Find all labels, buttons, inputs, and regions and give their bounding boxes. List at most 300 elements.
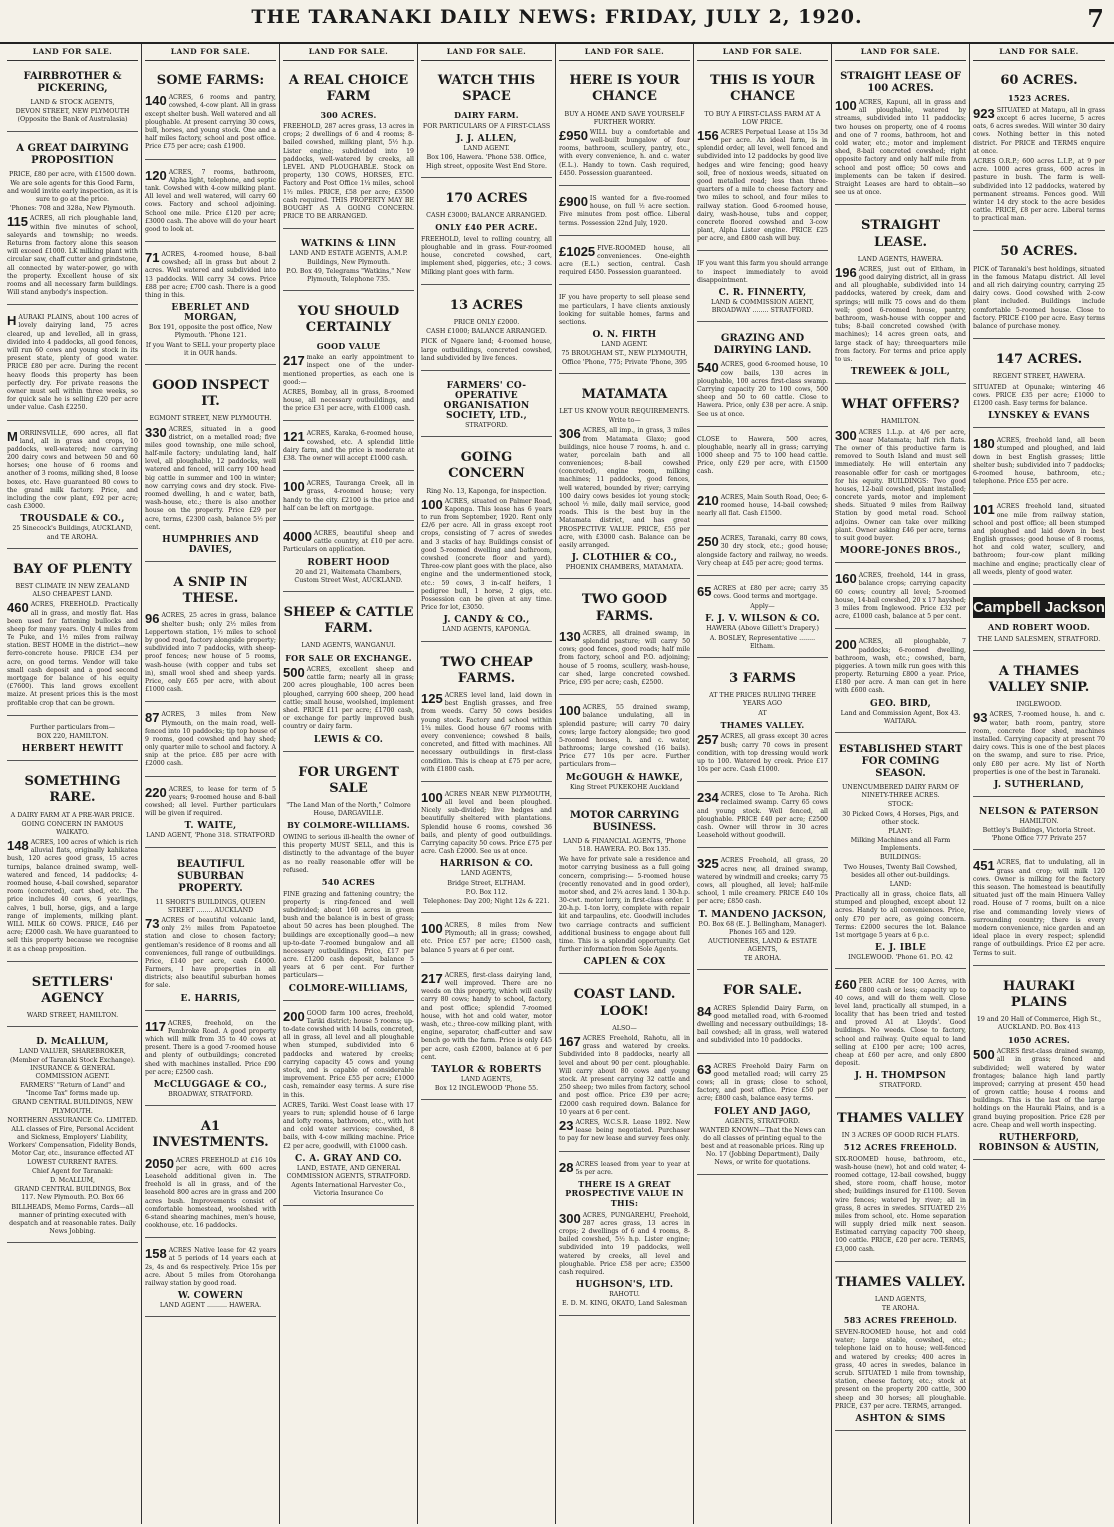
ad-lead-number: 117: [145, 1018, 166, 1034]
ad-body: 140 ACRES, 6 rooms and pantry, cowshed, 4-cow plant. All in grass except shelter bush. Well watered and all ploughable. At present carrying 30 cows, bull, horses, and young stock. One and a half miles factory, school and post office. Price £75 per acre; cash £1900.: [145, 93, 276, 151]
ad-body: 158 ACRES Native lease for 42 years at 5 periods of 14 years each at 2s, 4s and 6s respectively. Price 15s per acre. About 5 miles from Otorohanga railway station by good road.: [145, 1246, 276, 1288]
ad-body: 300 ACRES, PUNGAREHU, Freehold, 287 acres grass, 13 acres in crops; 2 dwellings of 6 and 4 rooms, 8-bailed cowshed, 5½ h.p. Lister engine; subdivided into 19 paddocks, well watered by creeks, all level and ploughable. Price £58 per acre; £3500 cash required.: [559, 1210, 690, 1276]
classified-ad: [697, 326, 828, 426]
ad-body: 100 ACRES, 55 drained swamp, balance undulating, all in splendid pasture; will carry 70 dairy cows; large factory alongside; two good 5-roomed houses, h. and c. water, bathrooms; large cowshed (16 bails). Price £77 10s per acre. Further particulars from—: [559, 703, 690, 769]
ad-line: INGLEWOOD.: [1016, 701, 1062, 709]
ad-lead-number: 100: [835, 98, 857, 113]
ad-heading: A REAL CHOICE FARM: [288, 73, 409, 105]
column: [832, 44, 970, 1524]
classified-ad: [835, 1266, 966, 1431]
ad-heading: Campbell Jackson: [973, 599, 1105, 617]
classified-ad: [145, 164, 276, 243]
ad-line: LAND AND ESTATE AGENTS, A.M.P. Buildings, New Plymouth.: [289, 250, 408, 266]
ad-lead-number: 257: [697, 732, 719, 748]
ad-subheading: 583 ACRES FREEHOLD.: [843, 1315, 958, 1326]
ad-lead-number: 250: [697, 534, 719, 550]
classified-ad: [283, 233, 414, 291]
ad-heading: A GREAT DAIRYING PROPOSITION: [16, 142, 129, 166]
ad-body: 100 ACRES NEAR NEW PLYMOUTH, all level and been ploughed. Nicely sub-divided; live hedges and beautifully sheltered with plantations. Splendid house 6 rooms, cowshed 36 bails, and plenty of good outbuildings. Carrying capacity 50 cows. Price £75 per acre. Cash £2000. See us at once.: [421, 789, 552, 856]
ad-body: 156 ACRES Perpetual Lease at 15s 3d per acre. An ideal farm, is in splendid order, all level, well fenced and subdivided into 12 paddocks by good live hedges and wire fencing; good heavy soil, free of noxious weeds, situated on good metalled road; less than three-quarters of a mile to cheese factory and two miles to school, and four miles to railway station. Good 6-roomed house, dairy, wash-house, tubs and copper, concrete floored cowshed and 3-cow plant, Alpha Lister engine. PRICE £25 per acre, and £800 cash will buy.: [697, 127, 828, 243]
classified-ad: [559, 190, 690, 236]
ad-lead-number: 167: [559, 1034, 581, 1050]
classified-ad: [559, 378, 690, 580]
ad-lead-number: 93: [973, 710, 988, 726]
ad-body: 101 ACRES freehold land, situated one mile from railway station, school and post office; all been stumped and ploughed and laid down in best English grasses; good house of 8 rooms, hot and cold water, scullery, and bathroom; four-cow plant milking machine and engine; practically clear of all weeds, plenty of good water.: [973, 502, 1105, 576]
ad-lead-number: 217: [283, 353, 305, 369]
ad-heading: A1 INVESTMENTS.: [152, 1119, 269, 1151]
ad-body: 250 ACRES, Taranaki, carry 80 cows, 30 dry stock, etc.; good house; alongside factory and railway, no weeds. Very cheap at £45 per acre; good terms.: [697, 534, 828, 567]
ad-line: LAND & STOCK AGENTS,: [30, 99, 115, 106]
ad-heading: SETTLERS' AGENCY: [31, 974, 114, 1006]
ad-body: 125 ACRES level land, laid down in best English grasses, and free from weeds. Carry 50 cows besides young stock. Factory and school within 1¼ miles. Good house 6/7 rooms with every convenience; cowshed 8 bails, concreted, and fitted with machines. All necessary outbuildings in first-class condition. This is cheap at £75 per acre, with £1800 cash.: [421, 691, 552, 773]
ad-line: ALL classes of Fire, Personal Accident and Sickness, Employers' Liability, Workers' Compensation, Fidelity Bonds, Motor Car, etc., insurance effected AT LOWEST CURRENT RATES.: [8, 1125, 137, 1166]
ad-body: IF you have property to sell please send me particulars, I have clients anxiously looking for suitable homes, farms and sections.: [559, 294, 690, 327]
ad-line: RAHOTU.: [609, 1291, 640, 1299]
ad-body: 200 ACRES, all ploughable, 7 paddocks; 6-roomed dwelling, bathroom, wash, etc.; cowshed, barn, piggeries. A town milk run goes with this property. Returning £800 a year. Price, £180 per acre. A man can get in here with £600 cash.: [835, 637, 966, 695]
classified-ad: [973, 589, 1105, 651]
ad-heading: THIS IS YOUR CHANCE: [710, 73, 815, 105]
ad-line: STOCK:: [887, 801, 914, 809]
classified-ad: [283, 596, 414, 752]
column-header: LAND FOR SALE.: [835, 44, 966, 61]
classified-ad: [421, 917, 552, 963]
ad-line: LAND & COMMISSION AGENT, BROADWAY ........ STRATFORD.: [711, 299, 814, 315]
classified-ad: [697, 255, 828, 322]
ad-body: 73 ACRES of beautiful volcanic land, only 2½ miles from Papatoetoe station and close to chosen factory; gentleman's residence of 8 rooms and all conveniences, full range of outbuildings. Price, £140 per acre, cash £4000. Farmers, I have properties in all districts; also beautiful suburban homes for sale.: [145, 915, 276, 990]
classified-ad: [697, 580, 828, 658]
classified-ad: [973, 64, 1105, 231]
page-number: 7: [1087, 4, 1104, 33]
ad-line: PRICE ONLY £2000.: [453, 318, 520, 326]
ad-line: We are sole agents for this Good Farm, and would invite early inspection, as it is sure to go at the price.: [7, 179, 138, 204]
column: [694, 44, 832, 1524]
ad-body: FREEHOLD, level to rolling country, all ploughable and in grass. Four-roomed house, concreted cowshed, cart, implement shed, piggeries, etc.; 3 cows. Milking plant goes with farm.: [421, 235, 552, 276]
classified-ad: [835, 567, 966, 629]
newspaper-title: THE TARANAKI DAILY NEWS: FRIDAY, JULY 2, 1920.: [251, 6, 863, 28]
ad-body: 117 ACRES, freehold, on the Pembroke Road. A good property which will milk from 35 to 40 cows at present. There is a good 7-roomed house and plenty of outbuildings; concreted shed with machines installed. Price £90 per acre; £2500 cash.: [145, 1018, 276, 1076]
ad-line: LAND AGENT.: [601, 341, 648, 349]
ad-body: £1025 FIVE-ROOMED house, all conveniences. One-eighth acre (E.L.) section, central. Cash required £450. Possession guaranteed.: [559, 243, 690, 277]
classified-ad: [145, 1015, 276, 1106]
ad-line: AGENTS, STRATFORD.: [725, 1117, 800, 1125]
classified-ad: [835, 1102, 966, 1262]
ad-line: LAND AGENTS,: [460, 870, 513, 878]
classified-ad: [421, 967, 552, 1100]
classified-ad: [421, 182, 552, 285]
ad-subheading: 512 ACRES FREEHOLD.: [843, 1142, 958, 1153]
ad-body: HAURAKI PLAINS, about 100 acres of lovely dairying land, 75 acres cleared, up and levelled, all in grass, divided into 4 paddocks, all good fences, will run 60 cows and young stock in its present state, plenty of good water. PRICE £80 per acre. During the recent heavy floods this property has been perfectly dry. For private reasons the owner must sell within three weeks, so for quick sale he is selling £20 per acre under value. Cash £2250.: [7, 313, 138, 412]
masthead: [0, 0, 1114, 44]
ad-heading: 3 FARMS: [729, 671, 796, 686]
ad-line: BUILDINGS:: [879, 854, 922, 862]
ad-body: 4000 ACRES, beautiful sheep and cattle country, at £10 per acre. Particulars on application.: [283, 528, 414, 554]
ad-body: 200 GOOD farm 100 acres, freehold, Tariki district; house 5 rooms; up-to-date cowshed with 14 bails, concreted, all in grass, all level and all ploughable when stumped, subdivided into 6 paddocks and watered by creeks; carrying capacity 45 cows and young stock, and is capable of considerable improvement. Price £55 per acre; £1000 cash, remainder easy terms. A sure rise in this.: [283, 1008, 414, 1099]
classified-ad: [973, 655, 1105, 797]
ad-heading: 13 ACRES: [449, 297, 524, 313]
agent-name: T. WAITE,: [184, 821, 237, 832]
classified-ad: [421, 289, 552, 371]
ad-lead-number: 2050: [145, 1155, 174, 1171]
column-header: LAND FOR SALE.: [697, 44, 828, 61]
ad-body: 220 ACRES, to lease for term of 5 years; 9-roomed house and 8-bail cowshed; all level. Further particulars will be given if required.: [145, 784, 276, 818]
ad-heading: 60 ACRES.: [1000, 73, 1078, 88]
ad-body: 180 ACRES, freehold land, all been stumped and ploughed, and laid down in best English grasses; little shelter bush; subdivided into 7 paddocks; 6-roomed house, bathroom, etc.; telephone. Price £55 per acre.: [973, 436, 1105, 486]
classified-ad: [7, 309, 138, 420]
ad-heading: 170 ACRES: [445, 190, 528, 206]
classified-ad: [7, 136, 138, 306]
ad-line: THE LAND SALESMEN, STRATFORD.: [977, 635, 1101, 643]
ad-line: TE AROHA.: [743, 955, 782, 963]
ad-body: 28 ACRES leased from year to year at 5s per acre.: [559, 1159, 690, 1176]
agent-name: C. R. FINNERTY,: [718, 288, 807, 299]
ad-body: 210 ACRES, Main South Road, Oeo; 6-roomed house, 14-bail cowshed; nearly all flat. Cash £1500.: [697, 492, 828, 517]
ad-body: 217 ACRES, first-class dairying land, well improved. There are no weeds on this property, which will easily carry 80 cows; handy to school, factory, and post office; splendid 7-roomed house, with hot and cold water, motor wash, etc.; three-cow milking plant, with engine, separator, chaff-cutter and saw bench go with the farm. Price is only £45 per acre, cash £2000, balance at 6 per cent.: [421, 970, 552, 1061]
ad-lead-number: 63: [697, 1061, 712, 1077]
ad-lead-number: 160: [835, 571, 857, 587]
column: [556, 44, 694, 1524]
ad-lead-number: 180: [973, 436, 995, 452]
agent-name: D. McALLUM,: [36, 1037, 109, 1048]
ad-line: A DAIRY FARM AT A PRE-WAR PRICE.: [10, 811, 135, 819]
ad-line: PHOENIX CHAMBERS, MATAMATA.: [565, 564, 684, 572]
ad-line: Box 12 INGLEWOOD 'Phone 55.: [434, 1085, 539, 1093]
agent-name: J. H. THOMPSON: [854, 1071, 947, 1082]
ad-body: 257 ACRES, all grass except 30 acres bush; carry 70 cows in present condition, with top dressing would work up to 100. Watered by creek. Price £17 10s per acre. Cash £1000.: [697, 732, 828, 774]
classified-ad: [145, 852, 276, 1011]
ad-line: TO BUY A FIRST-CLASS FARM AT A LOW PRICE.: [704, 110, 821, 126]
agent-name: O. N. FIRTH: [592, 330, 657, 341]
ad-lead-number: £900: [559, 193, 588, 209]
ad-line: Milking Machines and all Farm Implements.: [850, 837, 951, 853]
ad-body: FINE grazing and fattening country; the property is ring-fenced and well subdivided; about 160 acres in green bush and the balance is in best of grass; about 50 acres has been ploughed. The buildings are exceptionally good—a new up-to-date 7-roomed bungalow and all necessary outbuildings. Price, £17 per acre. £1200 cash deposit, balance 5 years at 6 per cent. For further particulars—: [283, 890, 414, 980]
agent-name: TROUSDALE & CO.,: [20, 514, 125, 525]
ad-subheading: DAIRY FARM.: [454, 109, 519, 120]
ad-body: 306 ACRES, all imp., in grass, 3 miles from Matamata Glaxo; good buildings, nice house 7 rooms, h. and c. water, porcelain bath and all conveniences; 8-bail cowshed (concreted), engine room, milking machines; 11 paddocks, good fences, well watered, bounded by river; carrying 100 dairy cows besides lot young stock; school ½ mile, daily mail service, good roads. This is the best buy in the Matamata district, and has great PROSPECTIVE VALUE. PRICE, £55 per acre, with £3000 cash. Balance can be easily arranged.: [559, 426, 690, 549]
agent-name: EBERLET AND MORGAN,: [171, 303, 250, 324]
ad-line: P.O. Box 68 (E. J. Bellingham, Manager). Phones 165 and 129.: [698, 920, 827, 936]
ad-heading: GOING CONCERN: [448, 450, 525, 482]
ad-lead-number: 96: [145, 611, 160, 627]
classified-ad: [973, 970, 1105, 1160]
classified-ad: [973, 343, 1105, 428]
ad-line: DEVON STREET, NEW PLYMOUTH (Opposite the Bank of Australasia): [15, 108, 130, 124]
ad-line: WARD STREET, HAMILTON.: [26, 1012, 119, 1020]
ad-line: BROADWAY, STRATFORD.: [168, 1090, 253, 1098]
classified-ad: [7, 966, 138, 1028]
ad-subheading: THAMES VALLEY.: [720, 719, 805, 730]
ad-heading: WATCH THIS SPACE: [437, 73, 536, 105]
ad-body: SITUATED at Opunake; wintering 46 cows. PRICE £35 per acre; £1000 to £1200 cash. Easy terms for balance.: [973, 383, 1105, 408]
ad-line: LAND AGENT .......... HAWERA.: [159, 1302, 262, 1310]
classified-ad: [7, 425, 138, 549]
classified-ad: [559, 289, 690, 373]
agent-name: NELSON & PATERSON: [979, 806, 1099, 817]
ad-body: 217 make an early appointment to inspect one of the under-mentioned properties, as each one is good:—: [283, 353, 414, 386]
ad-lead-number: 87: [145, 710, 160, 726]
ad-line: 11 SHORT'S BUILDINGS, QUEEN STREET ........ AUCKLAND: [155, 898, 266, 914]
agent-name: W. COWERN: [177, 1291, 244, 1302]
ad-line: WANTED KNOWN—That the News can do all classes of printing equal to the best and at reasonable prices. Ring up No. 17 (Jobbing Department), Daily News, or write for quotations.: [699, 1126, 826, 1167]
ad-line: LAND AGENTS, WANGANUI.: [301, 642, 396, 650]
classified-ad: [559, 803, 690, 975]
ad-lead-number: £950: [559, 127, 588, 143]
ad-line: Box 106, Hawera. 'Phone 538. Office, High street, opposite West End Store.: [425, 154, 547, 170]
column-header: LAND FOR SALE.: [283, 44, 414, 61]
ad-lead-number: 23: [559, 1117, 574, 1133]
agent-name: J. CANDY & CO.,: [443, 615, 530, 626]
ad-body: 234 ACRES, close to Te Aroha. Rich reclaimed swamp. Carry 65 cows and young stock. Well fenced, all ploughable. PRICE £40 per acre; £2500 cash. Owner will throw in 30 acres Leasehold without goodwill.: [697, 790, 828, 840]
classified-ad: [697, 1058, 828, 1175]
ad-line: TE AROHA.: [881, 1305, 920, 1313]
ad-line: LAND AGENTS, KAPONGA.: [442, 626, 531, 634]
ad-line: 'Phones: 708 and 328a, New Plymouth.: [9, 205, 136, 213]
ad-lead-number: 210: [697, 492, 719, 508]
ad-body: 196 ACRES, just out of Eltham, in good dairying district, all in grass and all ploughable, subdivided into 14 paddocks, watered by creek, dam and springs; will milk 75 cows and do them well; good 6-roomed house, pantry, bathroom, wash-house with copper and tubs; 8-bail concreted cowshed (with machines); 14 acres green oats, and large stack of hay; threequarters mile from factory. For terms and price apply to us.: [835, 264, 966, 363]
ad-heading: THAMES VALLEY: [837, 1110, 964, 1126]
ad-line: IN 3 ACRES OF GOOD RICH FLATS.: [841, 1131, 960, 1139]
classified-ad: [697, 530, 828, 576]
ad-body: CLOSE to Hawera, 500 acres, ploughable, nearly all in grass; carrying 1000 sheep and 75 to 100 head cattle. Price, only £29 per acre, with £1500 cash.: [697, 435, 828, 476]
classified-ad: [145, 246, 276, 365]
ad-line: UNENCUMBERED DAIRY FARM OF NINETY-THREE ACRES.: [842, 784, 959, 800]
ad-line: D. McALLUM,: [49, 1176, 96, 1184]
ad-body: FREEHOLD, 287 acres grass, 13 acres in crops; 2 dwellings of 6 and 4 rooms; 8-bailed cowshed, milking plant, 5½ h.p. Lister engine; subdivided into 19 paddocks, well-watered by creeks, all LEVEL AND PLOUGHABLE. Stock on property, 130 COWS, HORSES, ETC. Factory and Post Office 1¼ miles, school 1½ miles. PRICE, £58 per acre; £3500 cash required. THIS PROPERTY MAY BE BOUGHT AS A GOING CONCERN. PRICE TO BE ARRANGED.: [283, 123, 414, 221]
ad-body: £900 IS wanted for a five-roomed house, on full ½ acre section. Five minutes from post office. Liberal terms. Possession 22nd July, 1920.: [559, 193, 690, 227]
column: [418, 44, 556, 1524]
column-header: LAND FOR SALE.: [7, 44, 138, 61]
ad-lead-number: 325: [697, 856, 719, 872]
ad-lead-number: 234: [697, 790, 719, 806]
ad-body: 160 ACRES, freehold, 144 in grass, balance crops; carrying capacity 60 cows; country all level; 5-roomed house, 14-bail cowshed, 20 x 17 hayshed; 3 miles from Inglewood. Price £32 per acre, £1000 cash, balance at 5 per cent.: [835, 571, 966, 621]
ad-heading: YOU SHOULD CERTAINLY: [297, 304, 400, 336]
ad-heading: THAMES VALLEY.: [835, 1274, 966, 1290]
ad-line: FARMERS' "Return of Land" and "Income Tax" forms made up.: [20, 1082, 125, 1098]
ad-lead-number: 330: [145, 424, 167, 440]
ad-line: LAND AGENTS,: [460, 1075, 513, 1083]
ad-subheading: 1050 ACRES.: [1008, 1034, 1070, 1045]
ad-line: Bridge Street, ELTHAM.: [447, 879, 526, 887]
ad-line: LAND VALUER, SHAREBROKER, (Member of Taranaki Stock Exchange). INSURANCE & GENERAL COMMISSION AGENT.: [9, 1048, 136, 1080]
ad-line: LAND AGENTS,: [874, 1296, 927, 1304]
ad-lead-number: 220: [145, 784, 167, 800]
ad-body: Practically all in grass, choice flats, all stumped and ploughed, except about 12 acres. Handy to all conveniences. Price, only £70 per acre, as going concern. Terms: £2000 secures the lot. Balance 1st mortgage 5 years at 6 p.c.: [835, 891, 966, 939]
ad-heading: A THAMES VALLEY SNIP.: [988, 663, 1090, 696]
classified-ad: [283, 475, 414, 521]
column-header: LAND FOR SALE.: [559, 44, 690, 61]
ad-lead-number: 121: [283, 429, 305, 445]
classified-ad: [835, 973, 966, 1097]
agent-name: LYNSKEY & EVANS: [988, 411, 1090, 422]
agent-name: J. SUTHERLAND,: [993, 779, 1085, 790]
ad-subheading: AND ROBERT WOOD.: [987, 622, 1091, 633]
ad-line: EGMONT STREET, NEW PLYMOUTH.: [149, 415, 272, 423]
classified-ad: [835, 209, 966, 384]
ad-heading: GOOD INSPECT IT.: [152, 377, 269, 410]
ad-lead-number: 100: [421, 921, 443, 937]
ad-lead-number: 28: [559, 1159, 574, 1175]
agent-name: CAPLEN & COX: [583, 957, 666, 968]
column: [970, 44, 1108, 1524]
ad-subheading: THERE IS A GREAT PROSPECTIVE VALUE IN THIS:: [565, 1178, 684, 1209]
ad-heading: COAST LAND. LOOK!: [573, 987, 676, 1019]
ad-body: SEVEN-ROOMED house, hot and cold water; large stable, cowshed, etc.; telephone laid on to house; well-fenced and watered by creeks; 400 acres in grass, 40 acres in swedes, balance in scrub. SITUATED 1 mile from township, station, cheese factory, etc.; stock at present on the property 200 cattle, 300 sheep and 30 horses; all ploughable. PRICE, £37 per acre. TERMS, arranged.: [835, 1329, 966, 1410]
ad-line: BILLHEADS, Memo Forms, Cards—all manner of printing executed with despatch and at reasonable rates. Daily News Jobbing.: [9, 1203, 136, 1236]
ad-lead-number: 540: [697, 360, 719, 376]
ad-body: 325 ACRES Freehold, all grass, 20 acres new, all drained swamp, watered by windmill and creeks; carry 75 cows, all ploughed, all level; half-mile school, 1 mile creamery. PRICE £40 10s per acre; £850 cash.: [697, 856, 828, 906]
agent-name: RUTHERFORD, ROBINSON & AUSTIN,: [978, 1133, 1100, 1154]
agent-name: HERBERT HEWITT: [21, 744, 124, 755]
classified-ad: [7, 553, 138, 716]
ad-heading: ESTABLISHED START FOR COMING SEASON.: [838, 744, 963, 779]
classified-ad: [559, 1156, 690, 1316]
agent-name: McCLUGGAGE & CO.,: [153, 1079, 268, 1090]
ad-line: A. BOSLEY, Representative ........ Eltham.: [709, 634, 816, 650]
ad-line: AUCTIONEERS, LAND & ESTATE AGENTS,: [708, 937, 817, 954]
classified-ad: [973, 498, 1105, 585]
ad-line: STRATFORD.: [465, 421, 508, 429]
classified-ad: [283, 1005, 414, 1206]
ad-line: HAMILTON.: [1019, 817, 1059, 825]
ad-body: 100 ACRES, Tauranga Creek, all in grass, 4-roomed house; very handy to the city. £2100 is the price and half can be left on mortgage.: [283, 479, 414, 512]
agent-name: COLMORE-WILLIAMS,: [288, 983, 409, 994]
ad-lead-number: H: [7, 313, 17, 329]
ad-line: King Street PUKEKOHE Auckland: [570, 783, 679, 791]
ad-heading: FAIRBROTHER & PICKERING,: [23, 71, 122, 94]
ad-line: REGENT STREET, HAWERA.: [992, 373, 1086, 381]
classified-ad: [145, 706, 276, 776]
ad-line: 75 BROUGHAM ST., NEW PLYMOUTH, Office 'Phone, 775; Private 'Phone, 395: [561, 350, 688, 366]
classified-ad: [697, 974, 828, 1053]
ad-subheading: GOOD VALUE: [316, 340, 381, 351]
classified-ad: [283, 525, 414, 592]
ad-body: We have for private sale a residence and motor carrying business as a full going concern, comprising:— 5-roomed house (recently renovated and in good order), motor shed, and 2¼ acres land. 1 30-h.p. 30-cwt. motor lorry, in first-class order. 1 20-h.p. 1-ton lorry, complete with repair kit and tarpaulins, etc. Goodwill includes two carriage contracts and sufficient additional business to engage about full time. This is a splendid opportunity. Get further information from Sole Agents.: [559, 856, 690, 954]
ad-body: 167 ACRES Freehold, Rahotu, all in grass and watered by creeks. Subdivided into 8 paddocks, nearly all level and about 90 per cent. ploughable. Will carry about 80 cows and young stock. At present carrying 32 cattle and 250 sheep; two miles from factory, school and post office. Price £39 per acre; £2000 cash required down. Balance for 10 years at 6 per cent.: [559, 1034, 690, 1116]
classified-ad: [559, 64, 690, 186]
ad-line: Telephones: Day 200; Night 12s & 221.: [423, 897, 550, 905]
classified-ad: [973, 235, 1105, 339]
ad-line: FOR PARTICULARS OF A FIRST-CLASS: [422, 123, 551, 131]
ad-body: 2050 ACRES FREEHOLD at £16 10s per acre, with 600 acres Leasehold additional given in. The freehold is all in grass, and of the leasehold 800 acres are in grass and 200 acres bush. Improvements consist of comfortable homestead, woolshed with 6-stand shearing machines, men's house, cookhouse, etc. 16 paddocks.: [145, 1155, 276, 1230]
ad-body: 451 ACRES, flat to undulating, all in grass and crop; will milk 120 cows. Owner is milking for the factory this season. The homestead is beautifully situated just off the main Hinuera Valley road. House of 7 rooms, built on a nice rise and commanding lovely views of surrounding country; there is every modern convenience, nice garden and an ideal place in every respect; splendid range of outbuildings. Price £2 per acre. Terms to suit.: [973, 858, 1105, 957]
ad-subheading: BY COLMORE-WILLIAMS.: [287, 820, 410, 831]
ad-line: STRATFORD.: [879, 1082, 922, 1090]
ad-line: HAMILTON.: [880, 418, 921, 426]
ad-lead-number: 100: [559, 703, 581, 719]
ad-subheading: ONLY £40 PER ACRE.: [435, 222, 538, 233]
ad-heading: GRAZING AND DAIRYING LAND.: [713, 333, 812, 357]
classified-ad: [697, 489, 828, 527]
ad-lead-number: 500: [973, 1047, 995, 1063]
ad-line: INGLEWOOD. 'Phone 61. P.O. 42: [848, 954, 953, 962]
ad-body: 500 ACRES, excellent sheep and cattle farm; nearly all in grass; 200 acres ploughable, 100 acres been ploughed, carrying 600 sheep, 200 head cattle; small house, woolshed, implement shed. PRICE £11 per acre; £1700 cash, or exchange for partly improved bush country or dairy farm.: [283, 665, 414, 731]
classified-ad: [145, 781, 276, 848]
agent-name: HUMPHRIES AND DAVIES,: [162, 534, 259, 555]
ad-body: MORRINSVILLE, 690 acres, all flat land, all in grass and crops, 10 paddocks, well-watered; now carrying 200 dairy cows and between 50 and 60 horses; one house of 6 rooms and another of 3 rooms, milking shed, 8 loose boxes, etc. Have guaranteed 80 cows to the grand milk factory. Price, and including the cow plant, £92 per acre; cash £3000.: [7, 428, 138, 511]
ad-heading: 147 ACRES.: [995, 352, 1083, 368]
ad-body: 500 ACRES first-class drained swamp, all in grass; fenced and subdivided; well watered by water frontages; balance high land partly improved; carrying at present 450 head of grown cattle; house 4 rooms and buildings. This is the last of the large holdings on the Hauraki Plains, and is a grand buying proposition. Price £28 per acre. Cheap and well worth inspecting.: [973, 1047, 1105, 1129]
ad-heading: FOR SALE.: [723, 983, 802, 999]
classified-ad: [973, 432, 1105, 494]
ad-body: 115 ACRES, all rich ploughable land, within five minutes of school, saleyards and township; no weeds. Returns from factory alone this season will exceed £1000. LK milking plant with circular saw, chaff cutter and grindstone, all connected by water-power, go with the property. Excellent house of six rooms and all necessary farm buildings. Will stand anybody's inspection.: [7, 214, 138, 297]
agent-name: WATKINS & LINN: [300, 239, 397, 250]
ad-line: AT THE PRICES RULING THREE YEARS AGO: [709, 692, 816, 708]
ad-body: ACRES, Bombay, all in grass, 8-roomed house, all necessary outbuildings, and the price £31 per acre, with £1000 cash.: [283, 388, 414, 413]
ad-heading: SOME FARMS:: [156, 73, 265, 88]
ad-line: Write to—: [608, 417, 641, 425]
ad-heading: A SNIP IN THESE.: [173, 574, 248, 607]
ad-line: GRAND CENTRAL BUILDINGS, Box 117. New Plymouth. P.O. Box 66: [14, 1186, 131, 1202]
classified-ad: [283, 64, 414, 229]
classified-ad: [835, 64, 966, 205]
ad-body: 300 ACRES 1.L.p. at 4/6 per acre, near Matamata; half rich flats. The owner of this productive farm is removed to South Island and must sell immediately. He will entertain any reasonable offer for cash or mortgages for his equity. BUILDINGS: Two good houses, 12-bail cowshed, plant installed; concrete yards, motor and implement sheds. Situated 9 miles from Railway Station by good metal road. School adjoins. Owner can take over milking plant. Owner asking £46 per acre, terms to suit good buyer.: [835, 427, 966, 543]
agent-name: LEWIS & CO.: [313, 734, 384, 745]
ad-body: 93 ACRES, 7-roomed house, h. and c. water, bath room, pantry, store room, concrete floor shed, machines installed. Carrying capacity at present 70 dairy cows. This is one of the best places on the swamp, and sure to rise. Price, only £80 per acre. My list of North properties is one of the best in Taranaki.: [973, 710, 1105, 776]
agent-name: J. J. ALLEN,: [456, 134, 517, 145]
agent-name: J. CLOTHIER & CO.,: [571, 553, 678, 564]
ad-heading: TWO GOOD FARMS.: [581, 592, 668, 624]
ad-heading: STRAIGHT LEASE OF 100 ACRES.: [840, 71, 961, 94]
ad-line: E. D. M. KING, OKATO, Land Salesman: [561, 1300, 688, 1308]
ad-line: Box 191, opposite the post office, New Plymouth. 'Phone 121.: [148, 324, 273, 340]
ad-body: 923 SITUATED at Matapu, all in grass except 6 acres lucerne, 5 acres oats, 6 acres swedes. Will winter 30 dairy cows. Nothing better in this noted district. For PRICE and TERMS enquire at once.: [973, 105, 1105, 155]
ad-lead-number: 120: [145, 167, 167, 183]
ad-line: BOX 220, HAMILTON.: [36, 732, 109, 740]
agent-name: T. MANDENO JACKSON,: [698, 909, 827, 920]
column-header: LAND FOR SALE.: [973, 44, 1105, 61]
column: [142, 44, 280, 1524]
classified-ad: [421, 441, 552, 641]
ad-body: 460 ACRES, FREEHOLD. Practically all in grass, and mostly flat. Has been used for fattening bullocks and sheep for many years. Only 4 miles from Te Puke, and 1½ miles from railway station. BEST HOME in the district—new ferro-concrete house. PRICE £34 per acre, on good terms. Vendor will take small cash deposit and a good second mortgage for balance of his equity (£7600). This land grows excellent maize. At present prices this is the most profitable crop that can be grown.: [7, 600, 138, 707]
classified-ad: [145, 64, 276, 160]
ad-subheading: FOR SALE OR EXCHANGE.: [285, 652, 412, 663]
ad-lead-number: 84: [697, 1003, 712, 1019]
ad-heading: HAURAKI PLAINS: [1003, 978, 1075, 1010]
agent-name: HUGHSON'S, LTD.: [575, 1280, 674, 1291]
ad-body: ACRES O.R.P.; 600 acres L.I.P., at 9 per acre. 1000 acres grass, 600 acres in pasture in bush. The farm is well-subdivided into 12 paddocks, watered by permanent streams. Fences good. Will winter 14 dry stock to the acre besides cattle. PRICE, £8 per acre. Liberal terms to practical man.: [973, 157, 1105, 223]
ad-line: LAND AGENT.: [463, 145, 510, 153]
ad-heading: BEAUTIFUL SUBURBAN PROPERTY.: [176, 858, 245, 894]
ad-line: ALSO—: [612, 1024, 637, 1032]
ad-lead-number: 71: [145, 250, 160, 266]
ad-heading: MOTOR CARRYING BUSINESS.: [569, 809, 680, 833]
ad-heading: MATAMATA: [581, 386, 668, 402]
ad-subheading: 1523 ACRES.: [1008, 93, 1070, 104]
ad-body: ACRES, Tariki. West Coast lease with 17 years to run; splendid house of 6 large and lofty rooms, bathroom, etc., with hot and cold water services; cowshed, 8 bails, with 4-cow milking machine. Price £2 per acre, goodwill, with £1000 cash.: [283, 1101, 414, 1150]
ad-body: 100 ACRES, situated on Palmer Road, Kaponga. This lease has 6 years to run from September, 1920. Rent only £2/6 per acre. All in grass except root crops, consisting of 7 acres of swedes and 3 stacks of hay. Buildings consist of good 5-roomed dwelling and bathroom, cowshed (concrete floor and yard). Three-cow plant goes with the place, also engine and the undermentioned stock, etc.: 59 cows, 3 in-calf heifers, 1 pedigree bull, 1 horse, 2 gigs, etc. Possession can be given at any time. Price for lot, £3050.: [421, 496, 552, 612]
ad-body: 330 ACRES, situated in a good district, on a metalled road; five miles good township, one mile school, half-mile factory; undulating land, half level, all ploughable, 12 paddocks, well watered and fenced, will carry 100 head big cattle in summer and 100 in winter; now carrying cows and dry stock. Five-roomed dwelling, h and c water, bath, wash-house, etc.; there is also another house on the property. Price £29 per acre, terms, £2300 cash, balance 5½ per cent.: [145, 424, 276, 531]
ad-lead-number: 200: [835, 637, 857, 653]
ad-body: £60 PER ACRE for 100 Acres, with £800 cash or less; capacity up to 40 cows, and will do them well. Close level land, practically all stumped, in a locality that has been tried and tested and proved A1 at Lloyds'. Good buildings. No weeds. Close to factory, school and railway. Quite equal to land selling at £100 per acre; 100 acres, cheap at £60 per acre, and only £800 deposit.: [835, 977, 966, 1068]
ad-lead-number: 923: [973, 105, 995, 121]
ad-body: 71 ACRES, 4-roomed house, 8-bail cowshed; all in grass but about 2 acres. Well watered and subdivided into 13 paddocks. Will carry 34 cows. Price £88 per acre; £700 cash. There is a good thing in this.: [145, 250, 276, 299]
ad-lead-number: 300: [559, 1210, 581, 1226]
ad-lead-number: 100: [421, 789, 443, 805]
ad-line: LAND AGENT, 'Phone 318. STRATFORD: [146, 832, 275, 840]
ad-line: LAND AGENTS, HAWERA.: [857, 255, 944, 263]
ad-line: AT: [758, 709, 767, 717]
agent-name: F. J. V. WILSON & CO.: [705, 614, 820, 625]
ad-line: Apply—: [750, 603, 775, 611]
ad-heading: SOMETHING RARE.: [24, 774, 121, 806]
classified-ad: [973, 854, 1105, 965]
ad-lead-number: 158: [145, 1246, 167, 1262]
ad-line: 20 and 21, Waitemata Chambers, Custom Street West, AUCKLAND.: [294, 568, 403, 584]
classified-ad: [697, 64, 828, 251]
classified-ad: [283, 295, 414, 421]
ad-line: GOING CONCERN IN FAMOUS WAIKATO.: [21, 820, 124, 836]
ad-body: 96 ACRES, 25 acres in grass, balance shelter bush; only 2½ miles from Leppertown station, 1½ miles to school by good road, factory alongside property; subdivided into 7 paddocks, with sheep-proof fences; new house of 5 rooms, wash-house (with copper and tubs set in), small wool shed and sheep yards. Price, only £65 per acre, with about £1000 cash.: [145, 611, 276, 694]
ad-lead-number: 217: [421, 970, 443, 986]
